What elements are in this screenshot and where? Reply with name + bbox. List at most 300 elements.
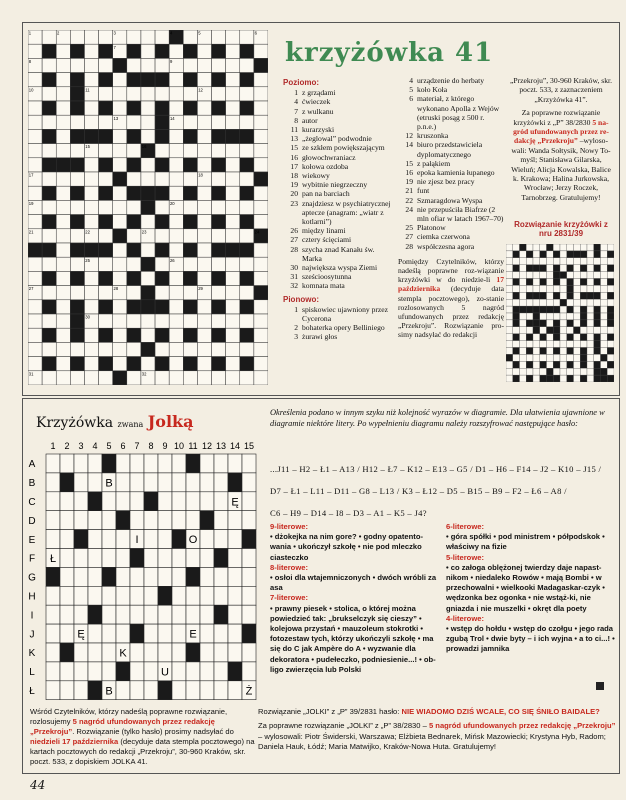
grid-cell[interactable] bbox=[113, 257, 127, 271]
grid-cell[interactable] bbox=[113, 243, 127, 257]
grid-cell[interactable] bbox=[172, 586, 186, 605]
grid-cell[interactable] bbox=[226, 144, 240, 158]
grid-cell[interactable] bbox=[172, 624, 186, 643]
grid-cell[interactable] bbox=[42, 342, 56, 356]
grid-cell[interactable] bbox=[74, 549, 88, 568]
grid-cell[interactable] bbox=[113, 271, 127, 285]
grid-cell[interactable] bbox=[99, 200, 113, 214]
grid-cell[interactable] bbox=[197, 314, 211, 328]
grid-cell[interactable] bbox=[226, 200, 240, 214]
grid-cell[interactable] bbox=[70, 144, 84, 158]
grid-cell[interactable] bbox=[84, 371, 98, 385]
grid-cell[interactable] bbox=[240, 371, 254, 385]
grid-cell[interactable] bbox=[74, 567, 88, 586]
grid-cell[interactable] bbox=[172, 492, 186, 511]
grid-cell[interactable] bbox=[88, 473, 102, 492]
grid-cell[interactable] bbox=[141, 101, 155, 115]
grid-cell[interactable] bbox=[158, 530, 172, 549]
grid-cell[interactable] bbox=[46, 681, 60, 700]
grid-cell[interactable] bbox=[60, 624, 74, 643]
grid-cell[interactable] bbox=[155, 286, 169, 300]
grid-cell[interactable] bbox=[197, 257, 211, 271]
grid-cell[interactable] bbox=[183, 115, 197, 129]
grid-cell[interactable] bbox=[169, 286, 183, 300]
grid-cell[interactable] bbox=[214, 586, 228, 605]
grid-cell[interactable] bbox=[56, 357, 70, 371]
grid-cell[interactable] bbox=[169, 300, 183, 314]
grid-cell[interactable] bbox=[172, 567, 186, 586]
grid-cell[interactable] bbox=[113, 200, 127, 214]
grid-cell[interactable] bbox=[212, 371, 226, 385]
grid-cell[interactable] bbox=[127, 30, 141, 44]
grid-cell[interactable] bbox=[88, 511, 102, 530]
grid-cell[interactable] bbox=[99, 342, 113, 356]
grid-cell[interactable] bbox=[228, 624, 242, 643]
grid-cell[interactable] bbox=[158, 605, 172, 624]
grid-cell[interactable] bbox=[226, 172, 240, 186]
grid-cell[interactable] bbox=[228, 549, 242, 568]
grid-cell[interactable] bbox=[155, 200, 169, 214]
grid-cell[interactable] bbox=[183, 257, 197, 271]
grid-cell[interactable] bbox=[74, 605, 88, 624]
grid-cell[interactable] bbox=[74, 586, 88, 605]
grid-cell[interactable] bbox=[70, 172, 84, 186]
grid-cell[interactable] bbox=[228, 586, 242, 605]
grid-cell[interactable] bbox=[254, 115, 268, 129]
grid-cell[interactable] bbox=[226, 87, 240, 101]
grid-cell[interactable] bbox=[226, 73, 240, 87]
grid-cell[interactable] bbox=[60, 549, 74, 568]
grid-cell[interactable] bbox=[113, 215, 127, 229]
grid-cell[interactable] bbox=[183, 87, 197, 101]
grid-cell[interactable] bbox=[226, 44, 240, 58]
grid-cell[interactable] bbox=[28, 73, 42, 87]
grid-cell[interactable] bbox=[197, 271, 211, 285]
grid-cell[interactable] bbox=[84, 44, 98, 58]
grid-cell[interactable] bbox=[130, 511, 144, 530]
grid-cell[interactable] bbox=[144, 586, 158, 605]
grid-cell[interactable] bbox=[183, 200, 197, 214]
grid-cell[interactable] bbox=[130, 605, 144, 624]
grid-cell[interactable] bbox=[84, 271, 98, 285]
grid-cell[interactable] bbox=[56, 186, 70, 200]
grid-cell[interactable] bbox=[127, 115, 141, 129]
grid-cell[interactable] bbox=[56, 229, 70, 243]
grid-cell[interactable] bbox=[183, 314, 197, 328]
grid-cell[interactable] bbox=[70, 200, 84, 214]
grid-cell[interactable] bbox=[200, 643, 214, 662]
grid-cell[interactable] bbox=[183, 371, 197, 385]
grid-cell[interactable] bbox=[88, 549, 102, 568]
grid-cell[interactable] bbox=[226, 314, 240, 328]
grid-cell[interactable] bbox=[144, 643, 158, 662]
grid-cell[interactable] bbox=[56, 58, 70, 72]
grid-cell[interactable] bbox=[214, 492, 228, 511]
grid-cell[interactable] bbox=[42, 200, 56, 214]
grid-cell[interactable] bbox=[99, 58, 113, 72]
grid-cell[interactable] bbox=[42, 144, 56, 158]
grid-cell[interactable] bbox=[197, 342, 211, 356]
grid-cell[interactable] bbox=[56, 101, 70, 115]
grid-cell[interactable] bbox=[127, 229, 141, 243]
grid-cell[interactable] bbox=[186, 662, 200, 681]
grid-cell[interactable] bbox=[197, 158, 211, 172]
grid-cell[interactable] bbox=[144, 681, 158, 700]
grid-cell[interactable] bbox=[88, 530, 102, 549]
grid-cell[interactable] bbox=[116, 473, 130, 492]
grid-cell[interactable] bbox=[141, 243, 155, 257]
grid-cell[interactable] bbox=[70, 58, 84, 72]
grid-cell[interactable] bbox=[141, 158, 155, 172]
grid-cell[interactable] bbox=[169, 342, 183, 356]
grid-cell[interactable] bbox=[200, 605, 214, 624]
grid-cell[interactable] bbox=[169, 87, 183, 101]
grid-cell[interactable] bbox=[56, 300, 70, 314]
grid-cell[interactable] bbox=[200, 586, 214, 605]
grid-cell[interactable] bbox=[183, 144, 197, 158]
grid-cell[interactable] bbox=[197, 58, 211, 72]
grid-cell[interactable] bbox=[141, 58, 155, 72]
grid-cell[interactable] bbox=[60, 586, 74, 605]
grid-cell[interactable] bbox=[214, 530, 228, 549]
grid-cell[interactable] bbox=[127, 371, 141, 385]
grid-cell[interactable] bbox=[99, 229, 113, 243]
grid-cell[interactable] bbox=[200, 473, 214, 492]
grid-cell[interactable] bbox=[169, 371, 183, 385]
grid-cell[interactable] bbox=[127, 314, 141, 328]
grid-cell[interactable] bbox=[127, 172, 141, 186]
grid-cell[interactable] bbox=[28, 357, 42, 371]
grid-cell[interactable] bbox=[172, 454, 186, 473]
grid-cell[interactable] bbox=[116, 624, 130, 643]
grid-cell[interactable] bbox=[169, 314, 183, 328]
grid-cell[interactable] bbox=[113, 144, 127, 158]
grid-cell[interactable] bbox=[141, 328, 155, 342]
grid-cell[interactable] bbox=[116, 567, 130, 586]
grid-cell[interactable] bbox=[228, 454, 242, 473]
grid-cell[interactable] bbox=[155, 257, 169, 271]
grid-cell[interactable] bbox=[99, 286, 113, 300]
grid-cell[interactable] bbox=[70, 371, 84, 385]
grid-cell[interactable] bbox=[228, 681, 242, 700]
grid-cell[interactable] bbox=[200, 492, 214, 511]
grid-cell[interactable] bbox=[56, 215, 70, 229]
grid-cell[interactable] bbox=[144, 530, 158, 549]
grid-cell[interactable] bbox=[214, 473, 228, 492]
grid-cell[interactable] bbox=[197, 186, 211, 200]
grid-cell[interactable] bbox=[141, 357, 155, 371]
grid-cell[interactable] bbox=[144, 473, 158, 492]
grid-cell[interactable] bbox=[84, 73, 98, 87]
grid-cell[interactable] bbox=[84, 328, 98, 342]
grid-cell[interactable] bbox=[240, 342, 254, 356]
grid-cell[interactable] bbox=[130, 643, 144, 662]
grid-cell[interactable] bbox=[46, 624, 60, 643]
grid-cell[interactable] bbox=[242, 586, 256, 605]
grid-cell[interactable] bbox=[214, 511, 228, 530]
grid-cell[interactable] bbox=[240, 87, 254, 101]
grid-cell[interactable] bbox=[141, 44, 155, 58]
grid-cell[interactable] bbox=[28, 314, 42, 328]
grid-cell[interactable] bbox=[228, 643, 242, 662]
grid-cell[interactable] bbox=[197, 144, 211, 158]
grid-cell[interactable] bbox=[84, 300, 98, 314]
grid-cell[interactable] bbox=[28, 300, 42, 314]
grid-cell[interactable] bbox=[113, 158, 127, 172]
grid-cell[interactable] bbox=[228, 605, 242, 624]
grid-cell[interactable] bbox=[130, 681, 144, 700]
grid-cell[interactable] bbox=[74, 643, 88, 662]
grid-cell[interactable] bbox=[197, 115, 211, 129]
grid-cell[interactable] bbox=[242, 492, 256, 511]
grid-cell[interactable] bbox=[200, 662, 214, 681]
grid-cell[interactable] bbox=[113, 300, 127, 314]
grid-cell[interactable] bbox=[28, 44, 42, 58]
grid-cell[interactable] bbox=[226, 286, 240, 300]
grid-cell[interactable] bbox=[70, 229, 84, 243]
grid-cell[interactable] bbox=[70, 257, 84, 271]
grid-cell[interactable] bbox=[212, 229, 226, 243]
grid-cell[interactable] bbox=[212, 200, 226, 214]
grid-cell[interactable] bbox=[212, 144, 226, 158]
grid-cell[interactable] bbox=[228, 511, 242, 530]
grid-cell[interactable] bbox=[74, 681, 88, 700]
crossword-grid[interactable] bbox=[28, 30, 268, 385]
grid-cell[interactable] bbox=[56, 144, 70, 158]
grid-cell[interactable] bbox=[183, 58, 197, 72]
grid-cell[interactable] bbox=[70, 286, 84, 300]
grid-cell[interactable] bbox=[130, 454, 144, 473]
grid-cell[interactable] bbox=[56, 172, 70, 186]
grid-cell[interactable] bbox=[212, 342, 226, 356]
grid-cell[interactable] bbox=[84, 215, 98, 229]
grid-cell[interactable] bbox=[254, 314, 268, 328]
grid-cell[interactable] bbox=[116, 549, 130, 568]
grid-cell[interactable] bbox=[242, 643, 256, 662]
grid-cell[interactable] bbox=[56, 129, 70, 143]
grid-cell[interactable] bbox=[214, 454, 228, 473]
grid-cell[interactable] bbox=[130, 567, 144, 586]
grid-cell[interactable] bbox=[42, 314, 56, 328]
grid-cell[interactable] bbox=[28, 186, 42, 200]
grid-cell[interactable] bbox=[155, 172, 169, 186]
grid-cell[interactable] bbox=[102, 530, 116, 549]
grid-cell[interactable] bbox=[56, 200, 70, 214]
grid-cell[interactable] bbox=[242, 473, 256, 492]
grid-cell[interactable] bbox=[88, 643, 102, 662]
grid-cell[interactable] bbox=[155, 87, 169, 101]
grid-cell[interactable] bbox=[99, 371, 113, 385]
grid-cell[interactable] bbox=[56, 314, 70, 328]
grid-cell[interactable] bbox=[42, 115, 56, 129]
grid-cell[interactable] bbox=[46, 586, 60, 605]
grid-cell[interactable] bbox=[212, 257, 226, 271]
grid-cell[interactable] bbox=[155, 371, 169, 385]
grid-cell[interactable] bbox=[183, 172, 197, 186]
grid-cell[interactable] bbox=[46, 492, 60, 511]
grid-cell[interactable] bbox=[158, 643, 172, 662]
grid-cell[interactable] bbox=[240, 30, 254, 44]
grid-cell[interactable] bbox=[158, 549, 172, 568]
grid-cell[interactable] bbox=[144, 662, 158, 681]
grid-cell[interactable] bbox=[28, 342, 42, 356]
grid-cell[interactable] bbox=[240, 229, 254, 243]
grid-cell[interactable] bbox=[74, 473, 88, 492]
grid-cell[interactable] bbox=[186, 586, 200, 605]
grid-cell[interactable] bbox=[99, 314, 113, 328]
grid-cell[interactable] bbox=[226, 215, 240, 229]
grid-cell[interactable] bbox=[113, 342, 127, 356]
grid-cell[interactable] bbox=[102, 605, 116, 624]
grid-cell[interactable] bbox=[144, 549, 158, 568]
grid-cell[interactable] bbox=[200, 549, 214, 568]
grid-cell[interactable] bbox=[28, 115, 42, 129]
grid-cell[interactable] bbox=[254, 186, 268, 200]
grid-cell[interactable] bbox=[172, 681, 186, 700]
grid-cell[interactable] bbox=[197, 73, 211, 87]
grid-cell[interactable] bbox=[197, 101, 211, 115]
grid-cell[interactable] bbox=[169, 328, 183, 342]
grid-cell[interactable] bbox=[254, 342, 268, 356]
grid-cell[interactable] bbox=[141, 129, 155, 143]
grid-cell[interactable] bbox=[28, 158, 42, 172]
grid-cell[interactable] bbox=[102, 643, 116, 662]
grid-cell[interactable] bbox=[56, 271, 70, 285]
grid-cell[interactable] bbox=[70, 115, 84, 129]
grid-cell[interactable] bbox=[141, 271, 155, 285]
grid-cell[interactable] bbox=[56, 115, 70, 129]
grid-cell[interactable] bbox=[242, 549, 256, 568]
grid-cell[interactable] bbox=[169, 186, 183, 200]
grid-cell[interactable] bbox=[186, 605, 200, 624]
grid-cell[interactable] bbox=[102, 624, 116, 643]
grid-cell[interactable] bbox=[99, 30, 113, 44]
grid-cell[interactable] bbox=[28, 271, 42, 285]
grid-cell[interactable] bbox=[197, 129, 211, 143]
grid-cell[interactable] bbox=[130, 662, 144, 681]
grid-cell[interactable] bbox=[158, 567, 172, 586]
grid-cell[interactable] bbox=[214, 662, 228, 681]
grid-cell[interactable] bbox=[42, 257, 56, 271]
grid-cell[interactable] bbox=[144, 454, 158, 473]
grid-cell[interactable] bbox=[127, 144, 141, 158]
grid-cell[interactable] bbox=[144, 567, 158, 586]
grid-cell[interactable] bbox=[226, 158, 240, 172]
grid-cell[interactable] bbox=[116, 681, 130, 700]
grid-cell[interactable] bbox=[242, 454, 256, 473]
grid-cell[interactable] bbox=[141, 215, 155, 229]
grid-cell[interactable] bbox=[144, 511, 158, 530]
grid-cell[interactable] bbox=[141, 172, 155, 186]
grid-cell[interactable] bbox=[127, 342, 141, 356]
grid-cell[interactable] bbox=[226, 300, 240, 314]
grid-cell[interactable] bbox=[226, 357, 240, 371]
jolka-grid[interactable] bbox=[24, 438, 264, 700]
grid-cell[interactable] bbox=[212, 314, 226, 328]
grid-cell[interactable] bbox=[197, 44, 211, 58]
grid-cell[interactable] bbox=[226, 342, 240, 356]
grid-cell[interactable] bbox=[116, 492, 130, 511]
grid-cell[interactable] bbox=[212, 30, 226, 44]
grid-cell[interactable] bbox=[228, 530, 242, 549]
grid-cell[interactable] bbox=[99, 172, 113, 186]
grid-cell[interactable] bbox=[169, 243, 183, 257]
grid-cell[interactable] bbox=[46, 530, 60, 549]
grid-cell[interactable] bbox=[84, 342, 98, 356]
grid-cell[interactable] bbox=[214, 624, 228, 643]
grid-cell[interactable] bbox=[46, 473, 60, 492]
grid-cell[interactable] bbox=[254, 300, 268, 314]
grid-cell[interactable] bbox=[113, 186, 127, 200]
grid-cell[interactable] bbox=[186, 549, 200, 568]
grid-cell[interactable] bbox=[141, 30, 155, 44]
grid-cell[interactable] bbox=[84, 357, 98, 371]
grid-cell[interactable] bbox=[254, 257, 268, 271]
grid-cell[interactable] bbox=[183, 229, 197, 243]
grid-cell[interactable] bbox=[155, 229, 169, 243]
grid-cell[interactable] bbox=[116, 586, 130, 605]
grid-cell[interactable] bbox=[84, 186, 98, 200]
grid-cell[interactable] bbox=[226, 186, 240, 200]
grid-cell[interactable] bbox=[254, 44, 268, 58]
grid-cell[interactable] bbox=[240, 314, 254, 328]
grid-cell[interactable] bbox=[46, 511, 60, 530]
grid-cell[interactable] bbox=[99, 87, 113, 101]
grid-cell[interactable] bbox=[42, 286, 56, 300]
grid-cell[interactable] bbox=[226, 328, 240, 342]
grid-cell[interactable] bbox=[254, 371, 268, 385]
grid-cell[interactable] bbox=[172, 473, 186, 492]
grid-cell[interactable] bbox=[240, 115, 254, 129]
grid-cell[interactable] bbox=[169, 144, 183, 158]
grid-cell[interactable] bbox=[56, 44, 70, 58]
grid-cell[interactable] bbox=[99, 144, 113, 158]
grid-cell[interactable] bbox=[144, 624, 158, 643]
grid-cell[interactable] bbox=[212, 58, 226, 72]
grid-cell[interactable] bbox=[212, 172, 226, 186]
grid-cell[interactable] bbox=[60, 511, 74, 530]
grid-cell[interactable] bbox=[172, 605, 186, 624]
grid-cell[interactable] bbox=[113, 129, 127, 143]
grid-cell[interactable] bbox=[155, 314, 169, 328]
grid-cell[interactable] bbox=[254, 129, 268, 143]
grid-cell[interactable] bbox=[70, 30, 84, 44]
grid-cell[interactable] bbox=[158, 492, 172, 511]
grid-cell[interactable] bbox=[212, 115, 226, 129]
grid-cell[interactable] bbox=[56, 342, 70, 356]
grid-cell[interactable] bbox=[169, 101, 183, 115]
grid-cell[interactable] bbox=[56, 371, 70, 385]
grid-cell[interactable] bbox=[56, 257, 70, 271]
grid-cell[interactable] bbox=[46, 605, 60, 624]
grid-cell[interactable] bbox=[102, 511, 116, 530]
grid-cell[interactable] bbox=[212, 87, 226, 101]
grid-cell[interactable] bbox=[42, 58, 56, 72]
grid-cell[interactable] bbox=[28, 257, 42, 271]
grid-cell[interactable] bbox=[240, 257, 254, 271]
grid-cell[interactable] bbox=[158, 624, 172, 643]
grid-cell[interactable] bbox=[226, 58, 240, 72]
grid-cell[interactable] bbox=[74, 454, 88, 473]
grid-cell[interactable] bbox=[197, 215, 211, 229]
grid-cell[interactable] bbox=[254, 328, 268, 342]
grid-cell[interactable] bbox=[254, 243, 268, 257]
grid-cell[interactable] bbox=[56, 87, 70, 101]
grid-cell[interactable] bbox=[214, 643, 228, 662]
grid-cell[interactable] bbox=[212, 286, 226, 300]
grid-cell[interactable] bbox=[60, 492, 74, 511]
grid-cell[interactable] bbox=[74, 511, 88, 530]
